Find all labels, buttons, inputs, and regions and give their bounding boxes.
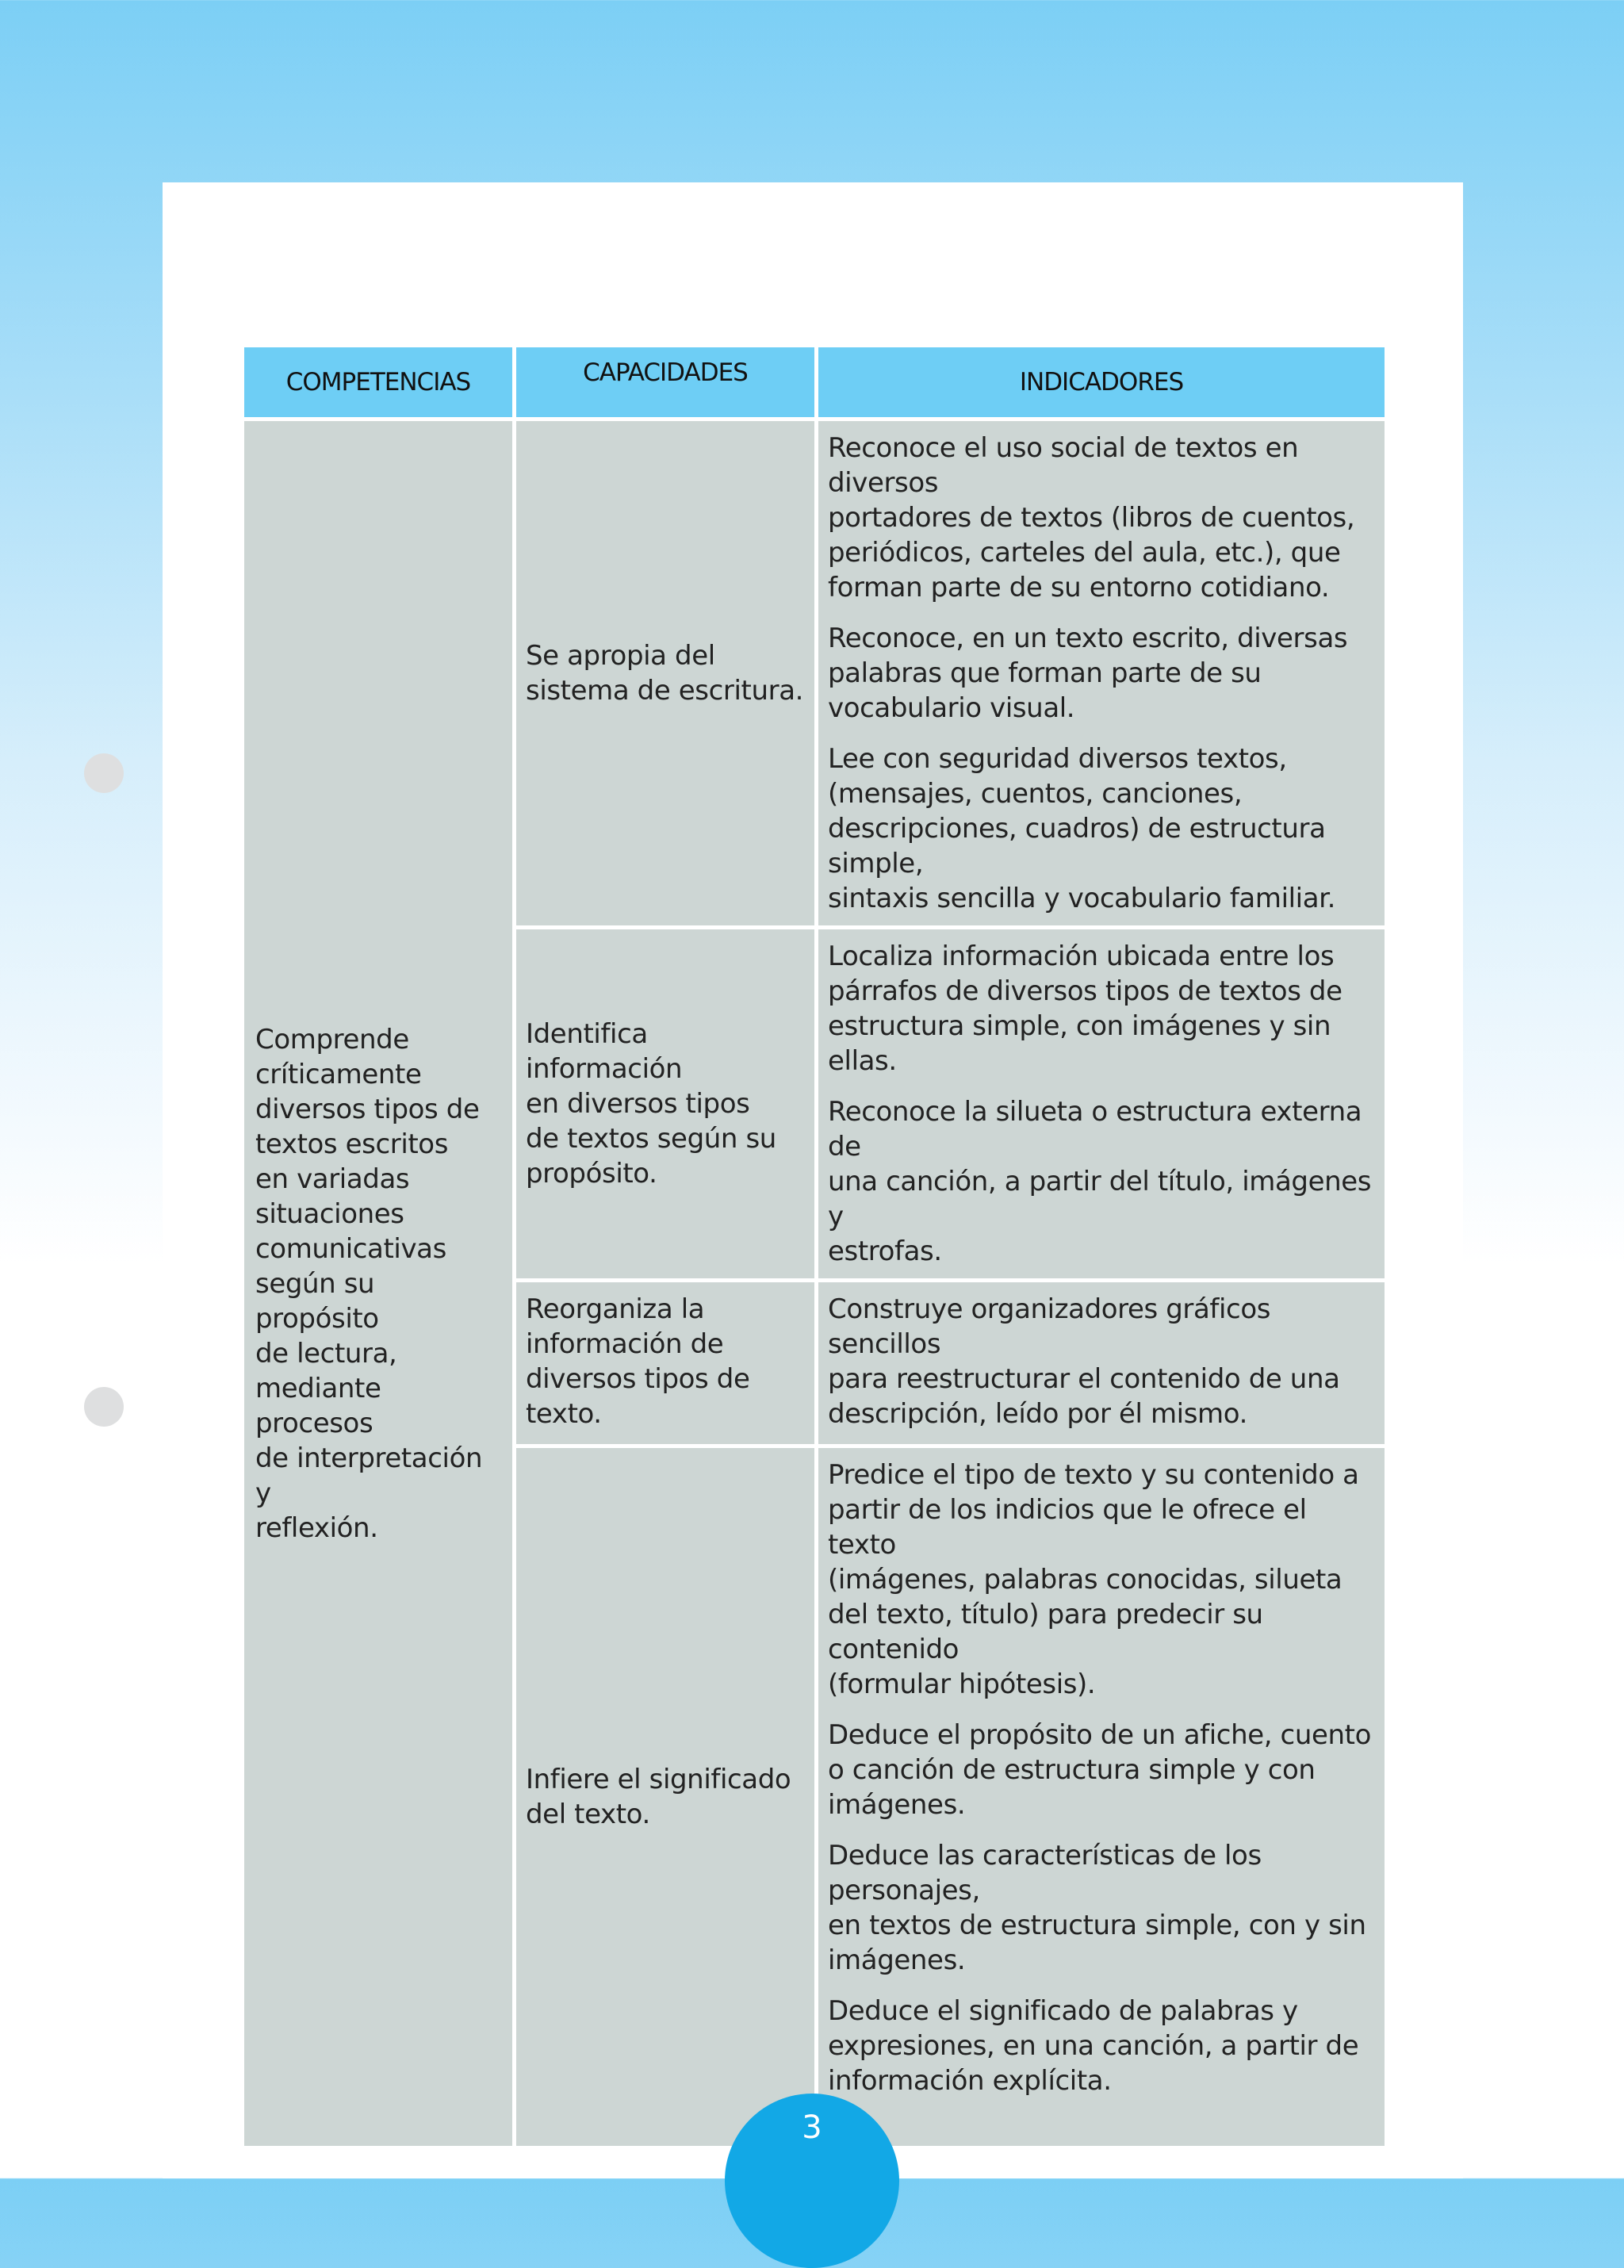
indicator-text: Deduce el significado de palabras y expresiones, en una canción, a partir de información explícita.	[828, 1995, 1359, 2097]
binder-hole-top	[84, 753, 124, 793]
table-row	[244, 421, 1385, 925]
competencies-table	[240, 343, 1388, 2150]
header-indicadores: INDICADORES	[818, 347, 1385, 417]
header-competencias: COMPETENCIAS	[244, 347, 512, 417]
indicator-text: Deduce las características de los personajes, en textos de estructura simple, con y sin imágenes.	[828, 1840, 1366, 1976]
indicator-text: Construye organizadores gráficos sencillos para reestructurar el contenido de una descripción, leído por él mismo.	[828, 1293, 1340, 1430]
indicator-text: Reconoce la silueta o estructura externa de una canción, a partir del título, imágenes y estrofas.	[828, 1096, 1372, 1267]
capacidad-cell: Se apropia del sistema de escritura.	[516, 421, 814, 925]
indicator-text: Reconoce el uso social de textos en diversos portadores de textos (libros de cuentos, periódicos, carteles del aula, etc.), que forman parte de su entorno cotidiano.	[828, 432, 1355, 603]
capacidad-cell: Infiere el significado del texto.	[516, 1448, 814, 2146]
capacidad-cell: Identifica información en diversos tipos de textos según su propósito.	[516, 929, 814, 1278]
indicator-text: Predice el tipo de texto y su contenido a partir de los indicios que le ofrece el texto (imágenes, palabras conocidas, silueta del texto, título) para predecir su contenido (formular hipótesis).	[828, 1459, 1359, 1700]
indicator-text: Lee con seguridad diversos textos, (mensajes, cuentos, canciones, descripciones, cuadros) de estructura simple, sintaxis sencilla y vocabulario familiar.	[828, 743, 1336, 914]
indicadores-cell	[818, 1282, 1385, 1444]
header-capacidades: CAPACIDADES	[516, 347, 814, 417]
capacidad-cell: Reorganiza la información de diversos tipos de texto.	[516, 1282, 814, 1444]
indicadores-cell	[818, 929, 1385, 1278]
indicator-text: Localiza información ubicada entre los párrafos de diversos tipos de textos de estructura simple, con imágenes y sin ellas.	[828, 941, 1342, 1077]
binder-hole-bottom	[84, 1387, 124, 1427]
table-header-row	[244, 347, 1385, 417]
indicator-text: Deduce el propósito de un afiche, cuento o canción de estructura simple y con imágenes.	[828, 1719, 1372, 1821]
indicator-text: Reconoce, en un texto escrito, diversas palabras que forman parte de su vocabulario visual.	[828, 623, 1348, 724]
page-number: 3	[802, 2109, 822, 2146]
indicadores-cell	[818, 421, 1385, 925]
indicadores-cell	[818, 1448, 1385, 2146]
competencia-cell: Comprende críticamente diversos tipos de textos escritos en variadas situaciones comunicativas según su propósito de lectura, mediante procesos de interpretación y reflexión.	[244, 421, 512, 2146]
